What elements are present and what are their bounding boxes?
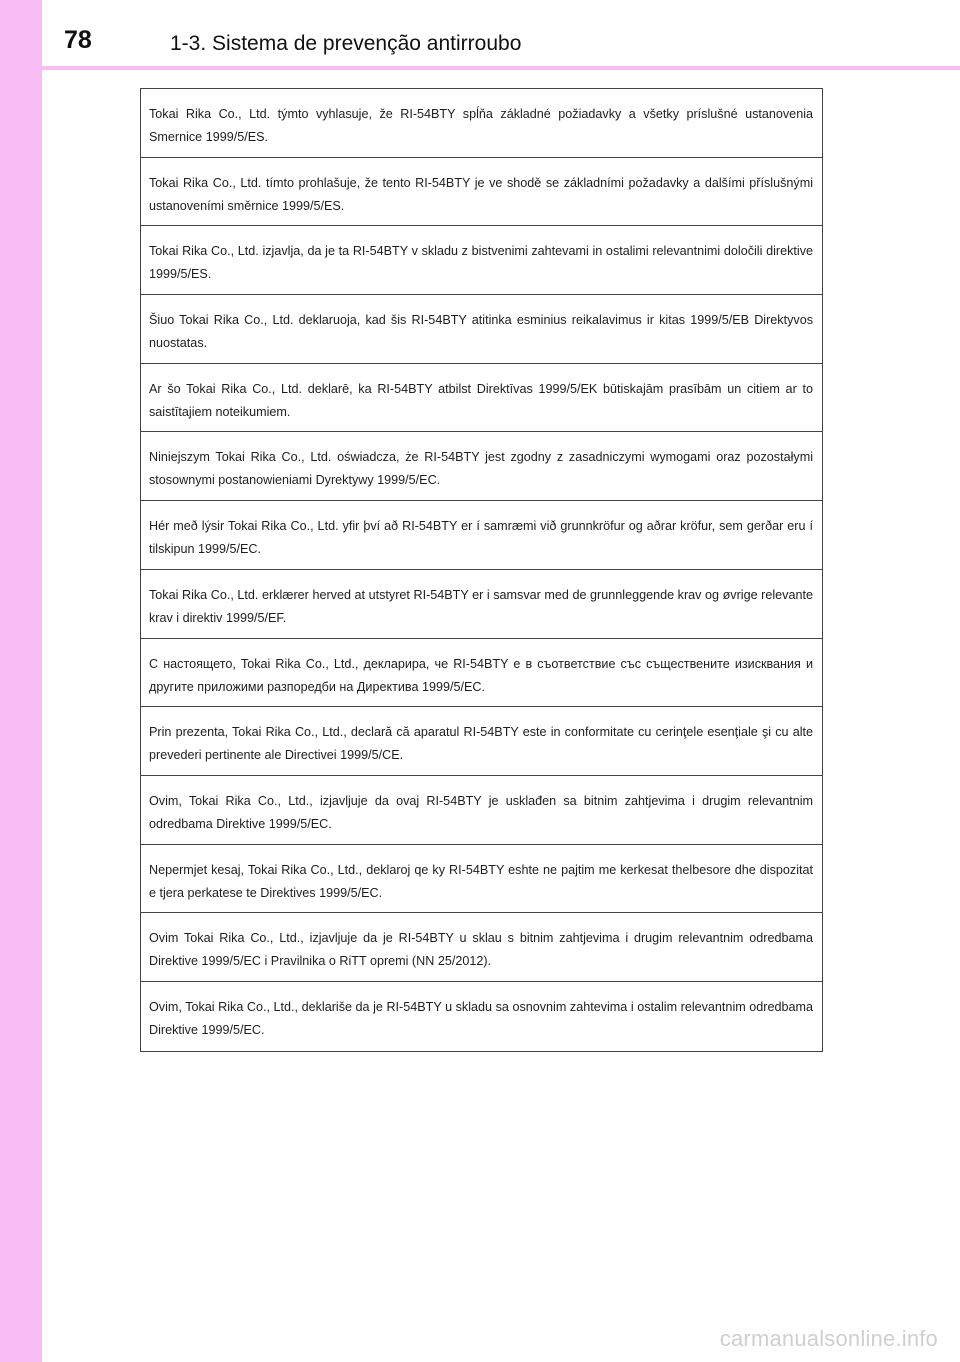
page-number: 78 (64, 26, 92, 54)
declaration-row-bulgarian: С настоящето, Tokai Rika Co., Ltd., декларира, че RI-54BTY е в съответствие със съществените изисквания и другите приложими разпоредби на Директива 1999/5/ЕС. (141, 639, 822, 708)
declaration-row-polish: Niniejszym Tokai Rika Co., Ltd. oświadcza, że RI-54BTY jest zgodny z zasadniczymi wymogami oraz pozostałymi stosownymi postanowieniami Dyrektywy 1999/5/EC. (141, 432, 822, 501)
declaration-table (140, 88, 823, 1052)
declaration-row-lithuanian: Šiuo Tokai Rika Co., Ltd. deklaruoja, kad šis RI-54BTY atitinka esminius reikalavimus ir kitas 1999/5/EB Direktyvos nuostatas. (141, 295, 822, 364)
declaration-row-croatian: Ovim Tokai Rika Co., Ltd., izjavljuje da je RI-54BTY u sklau s bitnim zahtjevima i drugim relevantnim odredbama Direktive 1999/5/EC i Pravilnika o RiTT opremi (NN 25/2012). (141, 913, 822, 982)
side-color-band (0, 0, 42, 1362)
page-header (42, 0, 960, 72)
declaration-row-bosnian: Ovim, Tokai Rika Co., Ltd., izjavljuje da ovaj RI-54BTY je usklađen sa bitnim zahtjevima i drugim relevantnim odredbama Direktive 1999/5/EC. (141, 776, 822, 845)
declaration-row-serbian: Ovim, Tokai Rika Co., Ltd., deklariše da je RI-54BTY u skladu sa osnovnim zahtevima i ostalim relevantnim odredbama Direktive 1999/5/EC. (149, 999, 813, 1037)
declaration-row-norwegian: Tokai Rika Co., Ltd. erklærer herved at utstyret RI-54BTY er i samsvar med de grunnleggende krav og øvrige relevante krav i direktiv 1999/5/EF. (141, 570, 822, 639)
watermark: carmanualsonline.info (719, 1326, 938, 1351)
declaration-row-romanian: Prin prezenta, Tokai Rika Co., Ltd., declară că aparatul RI-54BTY este in conformitate cu cerinţele esenţiale şi cu alte prevederi pertinente ale Directivei 1999/5/CE. (141, 707, 822, 776)
declaration-row-slovak: Tokai Rika Co., Ltd. týmto vyhlasuje, že RI-54BTY spĺňa základné požiadavky a všetky príslušné ustanovenia Smernice 1999/5/ES. (141, 89, 822, 158)
declaration-row-latvian: Ar šo Tokai Rika Co., Ltd. deklarē, ka RI-54BTY atbilst Direktīvas 1999/5/EK būtiskajām prasībām un citiem ar to saistītajiem noteikumiem. (141, 364, 822, 433)
declaration-row-czech: Tokai Rika Co., Ltd. tímto prohlašuje, že tento RI-54BTY je ve shodě se základními požadavky a dalšími příslušnými ustanoveními směrnice 1999/5/ES. (141, 158, 822, 227)
declaration-row-icelandic: Hér með lýsir Tokai Rika Co., Ltd. yfir því að RI-54BTY er í samræmi við grunnkröfur og aðrar kröfur, sem gerðar eru í tilskipun 1999/5/EC. (141, 501, 822, 570)
declaration-row-albanian: Nepermjet kesaj, Tokai Rika Co., Ltd., deklaroj qe ky RI-54BTY eshte ne pajtim me kerkesat thelbesore dhe dispozitat e tjera perkatese te Direktives 1999/5/EC. (141, 845, 822, 914)
header-rule (42, 66, 960, 70)
section-title: 1-3. Sistema de prevenção antirroubo (170, 32, 522, 55)
declaration-row-slovenian: Tokai Rika Co., Ltd. izjavlja, da je ta RI-54BTY v skladu z bistvenimi zahtevami in ostalimi relevantnimi določili direktive 1999/5/ES. (141, 226, 822, 295)
